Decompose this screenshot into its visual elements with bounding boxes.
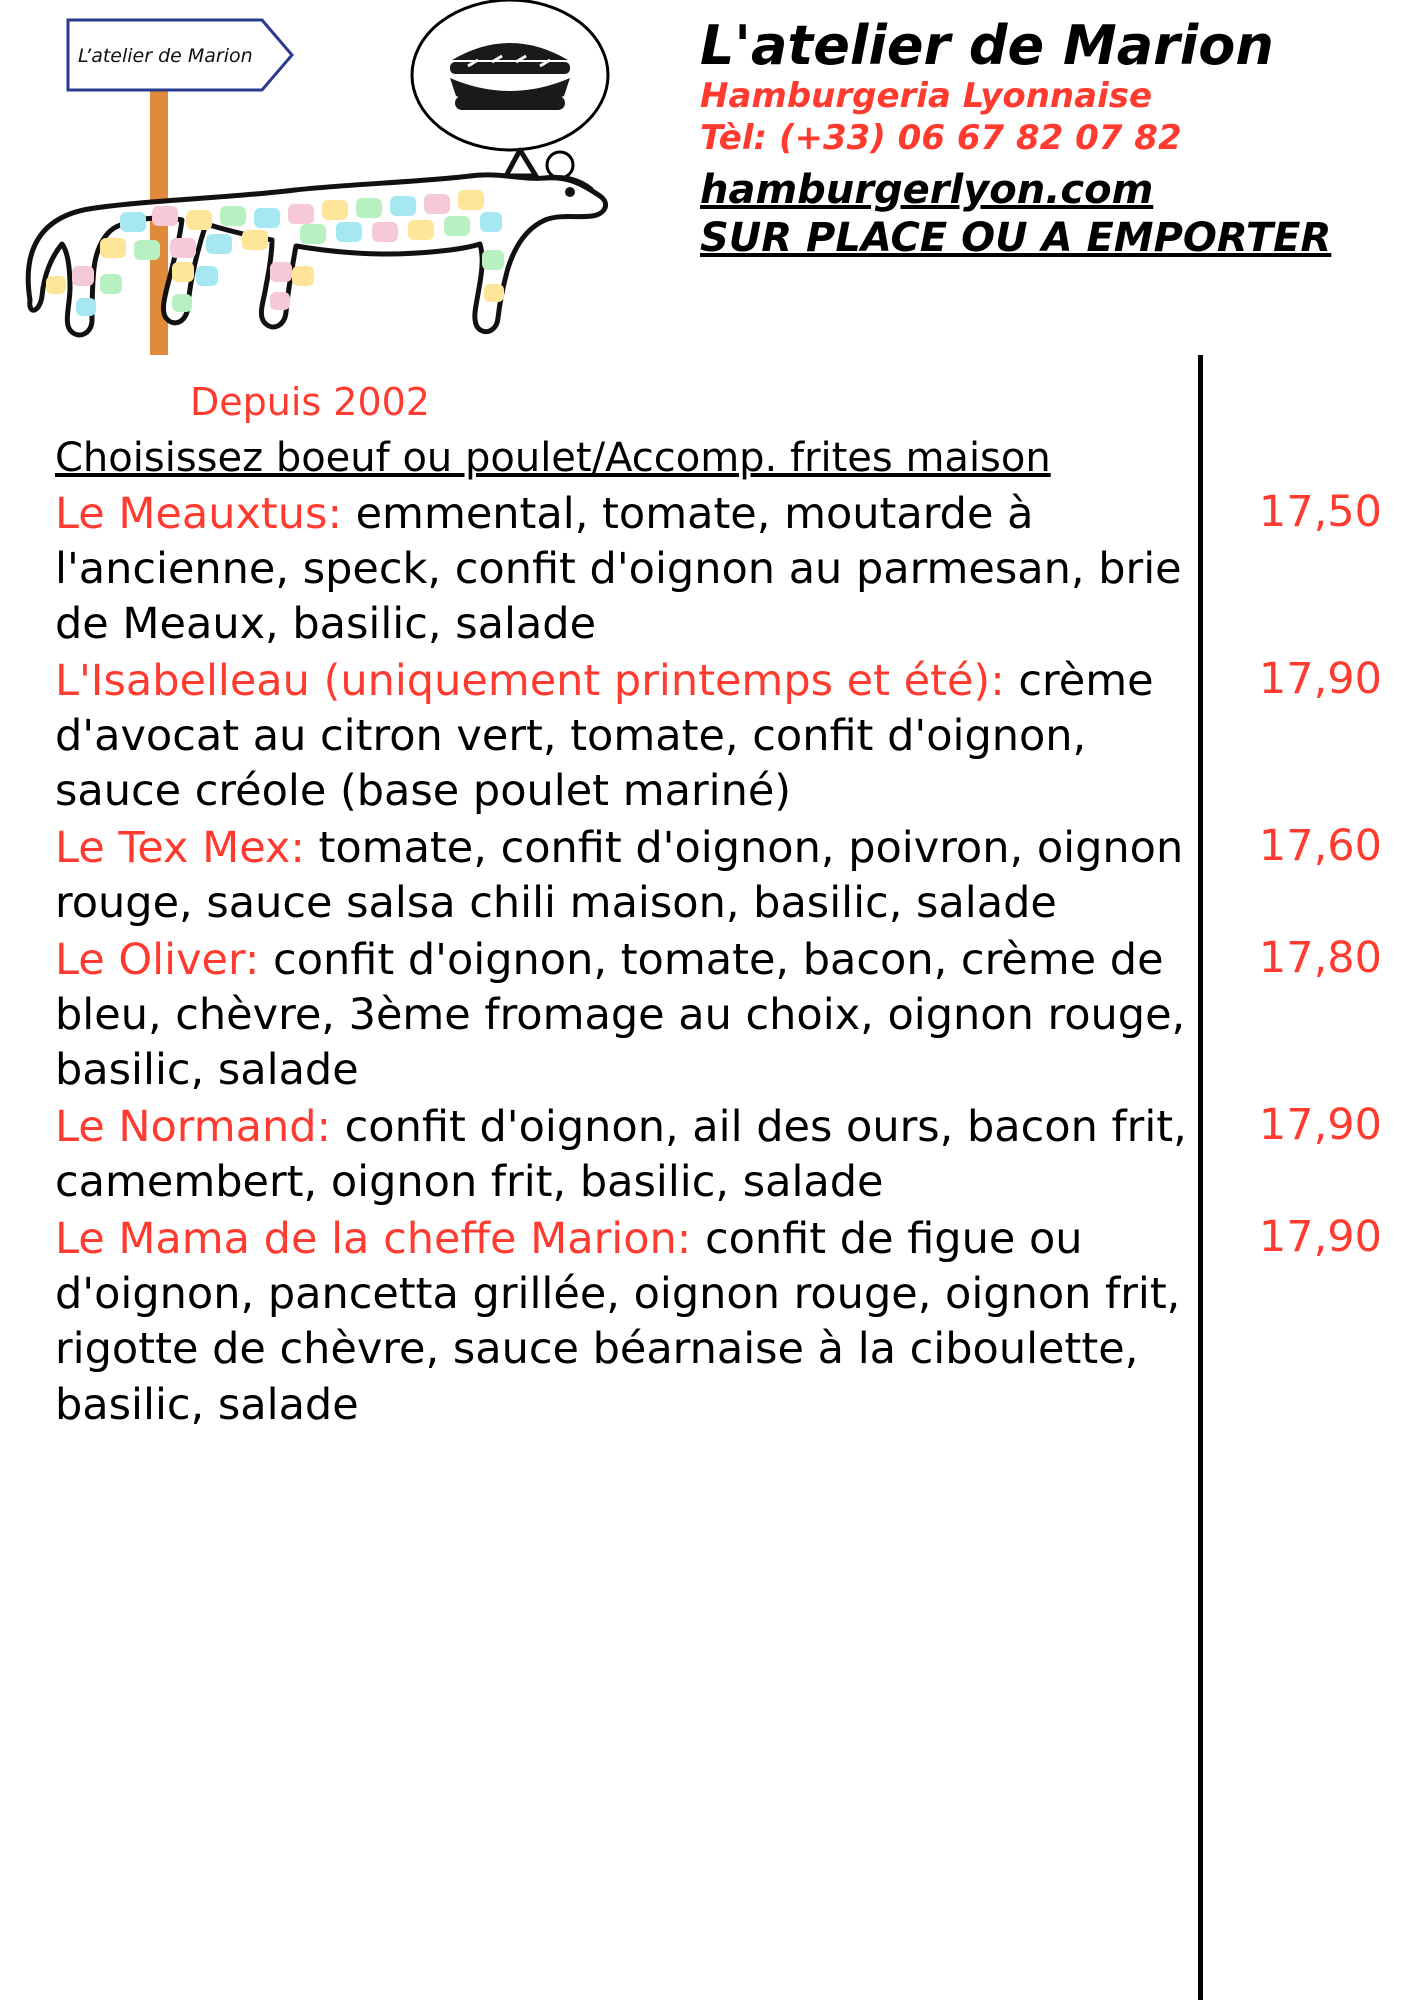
- menu-item-description: tomate, confit d'oignon, poivron, oignon rouge, sauce salsa chili maison, basilic, salade: [55, 823, 1184, 929]
- logo-illustration: [0, 0, 634, 378]
- menu-item: [0, 933, 1414, 1098]
- menu-item-price: 17,90: [1258, 1212, 1382, 1263]
- menu-item-name: L'Isabelleau (uniquement printemps et été):: [55, 656, 1005, 707]
- menu-item-description: confit d'oignon, tomate, bacon, crème de bleu, chèvre, 3ème fromage au choix, oignon rouge, basilic, salade: [55, 935, 1186, 1096]
- menu-item: [0, 821, 1414, 931]
- menu-item: [0, 1100, 1414, 1210]
- menu-item-name: Le Mama de la cheffe Marion:: [55, 1214, 692, 1265]
- business-website[interactable]: hamburgerlyon.com: [700, 166, 1154, 213]
- menu-item-description: emmental, tomate, moutarde à l'ancienne, speck, confit d'oignon au parmesan, brie de Meaux, basilic, salade: [55, 489, 1182, 650]
- menu-item-price: 17,80: [1258, 933, 1382, 984]
- menu-item: [0, 654, 1414, 819]
- menu-item-name: Le Normand:: [55, 1102, 331, 1153]
- svg-text:L’atelier de Marion: L’atelier de Marion: [78, 45, 253, 67]
- menu-item-name: Le Oliver:: [55, 935, 260, 986]
- business-subtitle: Hamburgeria Lyonnaise: [700, 75, 1153, 116]
- menu-item-text: [55, 821, 1190, 931]
- menu-note: Choisissez boeuf ou poulet/Accomp. frites maison: [55, 435, 1051, 481]
- menu-item: [0, 1212, 1414, 1432]
- header: [0, 0, 1414, 424]
- menu-item-price: 17,90: [1258, 654, 1382, 705]
- menu-section: [0, 435, 1414, 1435]
- menu-item-text: [55, 933, 1190, 1098]
- menu-item-description: crème d'avocat au citron vert, tomate, confit d'oignon, sauce créole (base poulet mariné): [55, 656, 1154, 817]
- menu-item-text: [55, 1100, 1190, 1210]
- menu-item-text: [55, 654, 1190, 819]
- menu-item-text: [55, 1212, 1190, 1432]
- menu-item-text: [55, 487, 1190, 652]
- business-phone: Tèl: (+33) 06 67 82 07 82: [700, 118, 1182, 159]
- menu-item-name: Le Tex Mex:: [55, 823, 305, 874]
- menu-item-description: confit d'oignon, ail des ours, bacon frit, camembert, oignon frit, basilic, salade: [55, 1102, 1187, 1208]
- takeaway-note: SUR PLACE OU A EMPORTER: [700, 214, 1332, 261]
- menu-item-price: 17,50: [1258, 487, 1382, 537]
- menu-item: [0, 487, 1414, 652]
- business-title: L'atelier de Marion: [700, 14, 1274, 77]
- menu-item-name: Le Meauxtus:: [55, 489, 342, 539]
- menu-item-price: 17,90: [1258, 1100, 1382, 1151]
- header-text-block: [700, 14, 1400, 262]
- menu-item-price: 17,60: [1258, 821, 1382, 872]
- since-year: Depuis 2002: [190, 380, 430, 424]
- menu-item-description: confit de figue ou d'oignon, pancetta grillée, oignon rouge, oignon frit, rigotte de chèvre, sauce béarnaise à la ciboulette, basilic, salade: [55, 1214, 1181, 1430]
